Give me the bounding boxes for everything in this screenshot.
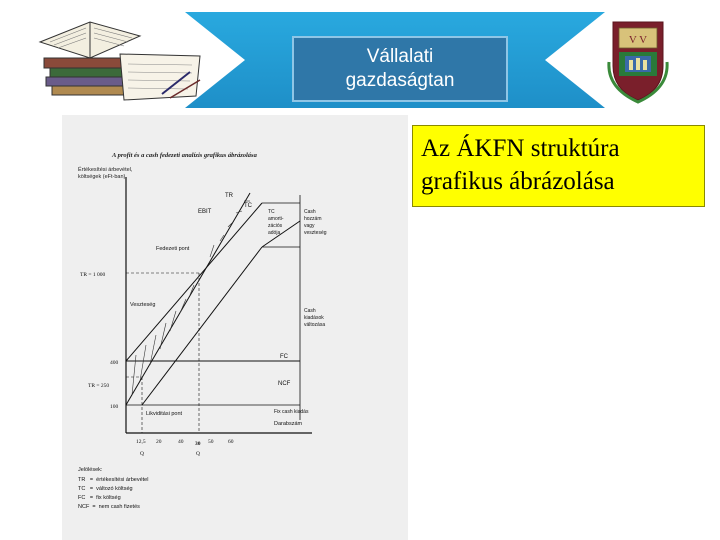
tick-x-40: 40: [178, 439, 184, 445]
tick-x-60: 60: [228, 439, 234, 445]
label-cash-kiadas-2: kiadások: [304, 315, 324, 321]
label-likviditasi-pont: Likviditási pont: [146, 411, 183, 417]
slide-caption: [412, 125, 705, 207]
svg-text:V V: V V: [628, 34, 648, 46]
label-ebit: EBIT: [198, 209, 212, 215]
legend-item: TC = változó költség: [78, 486, 133, 492]
q-left: Q: [140, 451, 144, 457]
course-title-line1: Vállalati: [366, 46, 434, 67]
label-tc-amort-3: zációs: [268, 223, 283, 229]
slide-caption-line1: Az ÁKFN struktúra: [421, 135, 620, 162]
legend-item: FC = fix költség: [78, 495, 121, 501]
label-cash-3: vagy: [304, 223, 315, 229]
scan-y-axis-label-1: Értékesítési árbevétel,: [78, 167, 133, 173]
course-title: [292, 36, 508, 102]
label-cash-kiadas-3: változása: [304, 322, 326, 328]
label-fix-cash: Fix cash kiadás: [274, 409, 309, 415]
label-cash-1: Cash: [304, 209, 316, 215]
q-right: Q: [196, 451, 200, 457]
label-fedezeti-pont: Fedezeti pont: [156, 246, 190, 252]
legend-item: NCF = nem cash fizetés: [78, 504, 140, 510]
scan-title: A profit és a cash fedezeti analízis grafikus ábrázolása: [112, 152, 257, 159]
books-illustration: [20, 14, 210, 106]
label-fc: FC: [280, 354, 288, 360]
tick-y-1000: TR = 1 000: [80, 272, 106, 278]
label-tc-amort-4: adója: [268, 230, 281, 236]
tick-y-250: TR = 250: [88, 383, 110, 389]
course-title-line2: gazdaságtan: [345, 70, 455, 91]
tick-x-20: 20: [156, 439, 162, 445]
tick-x-125: 12,5: [136, 439, 146, 445]
legend-item: TR = értékesítési árbevétel: [78, 477, 149, 483]
tick-y-100: 100: [110, 404, 119, 410]
tick-y-400: 400: [110, 360, 119, 366]
label-cash-kiadas-1: Cash: [304, 308, 316, 314]
label-veszteseg: Veszteség: [130, 302, 156, 308]
label-cash-4: veszteség: [304, 230, 327, 236]
university-crest-logo: [605, 16, 671, 104]
legend-title: Jelölések:: [78, 467, 103, 473]
label-ncf: NCF: [278, 381, 291, 387]
slide-caption-line2: grafikus ábrázolása: [421, 168, 615, 195]
label-tr: TR: [225, 193, 233, 199]
label-cash-2: hozzám: [304, 216, 322, 222]
scanned-breakeven-diagram: [62, 115, 408, 540]
banner-right-notch: [545, 12, 605, 108]
tick-x-30: 30: [195, 441, 201, 447]
label-tc-amort-2: amorti-: [268, 216, 284, 222]
x-axis-label: Darabszám: [274, 421, 303, 427]
tick-x-50: 50: [208, 439, 214, 445]
label-tc: TC: [244, 203, 252, 209]
scan-y-axis-label-2: költségek (eFt-ban): [78, 174, 126, 180]
label-tc-amort-1: TC: [268, 209, 275, 215]
